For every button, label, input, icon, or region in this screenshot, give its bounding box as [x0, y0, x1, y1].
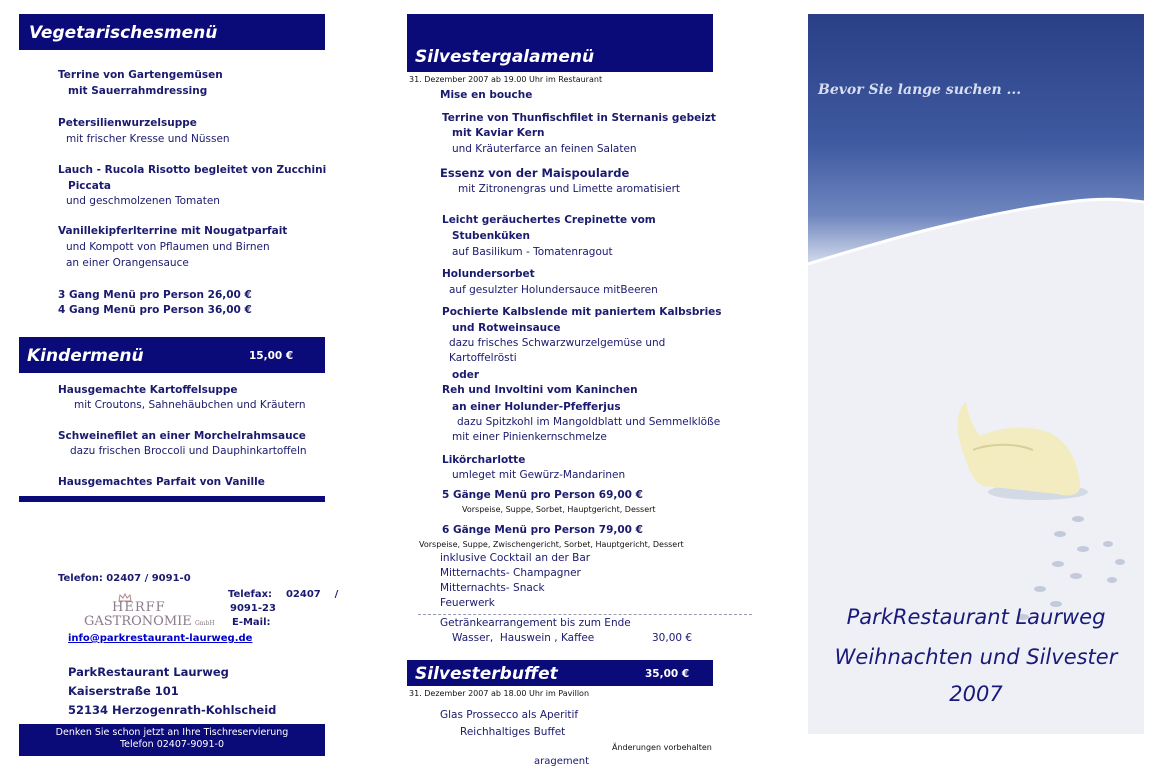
gala-line: Holundersorbet: [442, 268, 535, 280]
gala-line: Getränkearrangement bis zum Ende: [440, 617, 631, 629]
buffet-title: Silvesterbuffet: [415, 664, 558, 684]
gala-line: auf Basilikum - Tomatenragout: [452, 246, 613, 258]
veg-line: mit frischer Kresse und Nüssen: [66, 133, 230, 145]
contact-telefax: 9091-23: [230, 603, 276, 614]
gala-line: Stubenküken: [452, 230, 530, 242]
veg-line: und Kompott von Pflaumen und Birnen: [66, 241, 270, 253]
cover-tagline: Bevor Sie lange suchen ...: [818, 82, 1022, 98]
logo-gmbh: GmbH: [195, 620, 215, 627]
buffet-line: Reichhaltiges Buffet: [460, 726, 566, 738]
notice-line: Denken Sie schon jetzt an Ihre Tischreservierung: [55, 727, 289, 738]
gala-line: Pochierte Kalbslende mit paniertem Kalbsbries: [442, 306, 722, 318]
address-line: ParkRestaurant Laurweg: [68, 665, 229, 679]
veg-line: Lauch - Rucola Risotto begleitet von Zucchini: [58, 164, 327, 176]
gala-price: 5 Gänge Menü pro Person 69,00 €: [442, 489, 643, 501]
veg-line: mit Sauerrahmdressing: [68, 85, 208, 97]
gala-line: und Rotweinsauce: [452, 322, 561, 334]
veg-title: Vegetarischesmenü: [29, 23, 218, 43]
gala-courses: Vorspeise, Suppe, Sorbet, Hauptgericht, Dessert: [462, 505, 656, 514]
veg-line: Terrine von Gartengemüsen: [58, 69, 223, 81]
gala-price: 6 Gänge Menü pro Person 79,00 €: [442, 524, 643, 536]
gala-line: und Kräuterfarce an feinen Salaten: [452, 143, 637, 155]
veg-line: und geschmolzenen Tomaten: [66, 195, 220, 207]
gala-line: mit Kaviar Kern: [452, 127, 545, 139]
buffet-note: Änderungen vorbehalten: [612, 743, 712, 752]
buffet-header: [407, 660, 713, 686]
veg-price: 4 Gang Menü pro Person 36,00 €: [58, 304, 252, 316]
gala-courses: Vorspeise, Suppe, Zwischengericht, Sorbet, Hauptgericht, Dessert: [419, 540, 684, 549]
gala-line: Reh und Involtini vom Kaninchen: [442, 384, 638, 396]
kinder-line: Schweinefilet an einer Morchelrahmsauce: [58, 430, 306, 442]
cover-title-line: Weihnachten und Silvester: [834, 645, 1118, 669]
gala-line: mit einer Pinienkernschmelze: [452, 431, 607, 443]
gala-line: Leicht geräuchertes Crepinette vom: [442, 214, 656, 226]
drinks-price: 30,00 €: [652, 632, 693, 644]
gala-title: Silvestergalamenü: [415, 47, 595, 67]
kinder-divider: [19, 496, 325, 502]
kinder-title: Kindermenü: [27, 346, 144, 366]
kinder-header: [19, 337, 325, 373]
buffet-date: 31. Dezember 2007 ab 18.00 Uhr im Pavillon: [409, 689, 590, 698]
email-link[interactable]: info@parkrestaurant-laurweg.de: [68, 633, 253, 644]
gala-line: mit Zitronengras und Limette aromatisiert: [458, 183, 681, 195]
logo-line2: GASTRONOMIE: [84, 614, 192, 629]
veg-line: Piccata: [68, 180, 111, 192]
buffet-line: aragement: [534, 756, 590, 767]
cover-photo: [808, 14, 1144, 734]
veg-line: an einer Orangensauce: [66, 257, 189, 269]
gala-line: Mitternachts- Champagner: [440, 567, 581, 579]
gala-line: auf gesulzter Holundersauce mitBeeren: [449, 284, 658, 296]
contact-email-label: E-Mail:: [232, 617, 271, 628]
reservation-notice: [19, 724, 325, 756]
kinder-line: Hausgemachte Kartoffelsuppe: [58, 384, 238, 396]
gala-line: dazu Spitzkohl im Mangoldblatt und Semmelklöße: [457, 416, 721, 428]
logo-line1: HERFF: [112, 600, 166, 615]
buffet-price: 35,00 €: [645, 668, 690, 680]
veg-price: 3 Gang Menü pro Person 26,00 €: [58, 289, 252, 301]
gala-header: [407, 14, 713, 72]
veg-line: Petersilienwurzelsuppe: [58, 117, 197, 129]
cover-title-line: 2007: [949, 682, 1003, 706]
gala-line: oder: [452, 369, 480, 381]
gala-line: Mitternachts- Snack: [440, 582, 545, 594]
cover-title-line: ParkRestaurant Laurweg: [846, 605, 1106, 629]
gala-line: an einer Holunder-Pfefferjus: [452, 401, 621, 413]
gala-line: umleget mit Gewürz-Mandarinen: [452, 469, 626, 481]
company-logo: [82, 593, 227, 635]
gala-line: Kartoffelrösti: [449, 352, 517, 364]
gala-line: inklusive Cocktail an der Bar: [440, 552, 591, 564]
gala-line: Feuerwerk: [440, 597, 495, 609]
buffet-line: Glas Prossecco als Aperitif: [440, 709, 579, 721]
kinder-line: Hausgemachtes Parfait von Vanille: [58, 476, 265, 488]
contact-telefon: Telefon: 02407 / 9091-0: [58, 573, 191, 584]
gala-dotted-divider: [418, 614, 752, 615]
gala-line: Essenz von der Maispoularde: [440, 166, 630, 180]
gala-line: Wasser, Hauswein , Kaffee: [452, 632, 595, 644]
address-line: Kaiserstraße 101: [68, 684, 179, 698]
kinder-line: mit Croutons, Sahnehäubchen und Kräutern: [74, 399, 306, 411]
address-line: 52134 Herzogenrath-Kohlscheid: [68, 703, 277, 717]
gala-line: Terrine von Thunfischfilet in Sternanis gebeizt: [442, 112, 716, 124]
veg-line: Vanillekipferlterrine mit Nougatparfait: [58, 225, 288, 237]
veg-header: [19, 14, 325, 50]
gala-date: 31. Dezember 2007 ab 19.00 Uhr im Restaurant: [409, 75, 603, 84]
kinder-price: 15,00 €: [249, 350, 294, 362]
gala-line: dazu frisches Schwarzwurzelgemüse und: [449, 337, 666, 349]
notice-line: Telefon 02407-9091-0: [119, 739, 224, 750]
contact-telefax: Telefax: 02407 /: [228, 589, 339, 600]
kinder-line: dazu frischen Broccoli und Dauphinkartoffeln: [70, 445, 307, 457]
gala-line: Likörcharlotte: [442, 454, 526, 466]
gala-line: Mise en bouche: [440, 89, 533, 101]
